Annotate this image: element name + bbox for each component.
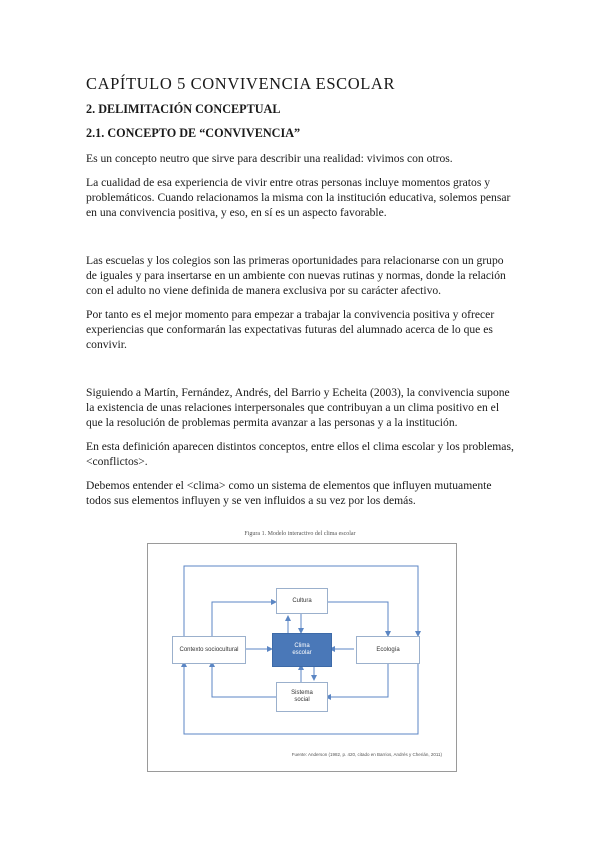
ecologia-label: Ecología bbox=[376, 646, 400, 653]
paragraph: La cualidad de esa experiencia de vivir entre otras personas incluye momentos gratos y problemáticos. Cuando relacionamos la misma con la institución educativa, solemos pensar en una convivencia positiva, y eso, en sí es un aspecto favorable. bbox=[86, 176, 511, 219]
cultura-label: Cultura bbox=[292, 597, 312, 604]
chapter-title: CAPÍTULO 5 CONVIVENCIA ESCOLAR bbox=[86, 74, 396, 93]
sistema-label-line2: social bbox=[294, 697, 310, 703]
paragraph: Por tanto es el mejor momento para empezar a trabajar la convivencia positiva y ofrecer experiencias que conformarán las expectativas futuras del alumnado acerca de lo que es convivir. bbox=[86, 308, 495, 351]
clima-label-line1: Clima bbox=[294, 643, 310, 649]
clima-escolar-box bbox=[272, 633, 332, 667]
inner-loop-arrow bbox=[212, 602, 276, 636]
contexto-label: Contexto sociocultural bbox=[179, 646, 239, 653]
climate-model-figure bbox=[147, 543, 457, 772]
clima-label-line2: escolar bbox=[292, 650, 312, 656]
inner-loop-arrow bbox=[212, 662, 276, 697]
cultura-box bbox=[276, 588, 328, 614]
document-page bbox=[86, 66, 516, 517]
sistema-label-line1: Sistema bbox=[291, 690, 313, 696]
figure-source: Fuente: Anderson (1982, p. 420, citado en Barrios, Andrés y Cherián, 2011) bbox=[291, 752, 442, 757]
paragraph: Siguiendo a Martín, Fernández, Andrés, del Barrio y Echeita (2003), la convivencia supone la existencia de unas relaciones interpersonales que contribuyan a un clima positivo en el que la resolución de problemas permita avanzar a las personas y a la institución. bbox=[86, 386, 510, 429]
contexto-sociocultural-box bbox=[172, 636, 246, 664]
paragraph: Es un concepto neutro que sirve para describir una realidad: vivimos con otros. bbox=[86, 152, 453, 165]
ecologia-box bbox=[356, 636, 420, 664]
figure-caption: Figura 1. Modelo interactivo del clima escolar bbox=[244, 531, 356, 537]
sistema-social-box bbox=[276, 682, 328, 712]
paragraph: Debemos entender el <clima> como un sistema de elementos que influyen mutuamente todos sus elementos influyen y se ven influidos a su vez por los demás. bbox=[86, 479, 492, 507]
inner-loop-arrow bbox=[326, 602, 388, 636]
subsection-title: 2.1. CONCEPTO DE “CONVIVENCIA” bbox=[86, 126, 301, 140]
inner-loop-arrow bbox=[326, 662, 388, 697]
section-title: 2. DELIMITACIÓN CONCEPTUAL bbox=[86, 102, 281, 116]
paragraph: En esta definición aparecen distintos conceptos, entre ellos el clima escolar y los problemas, <conflictos>. bbox=[86, 440, 514, 468]
paragraph: Las escuelas y los colegios son las primeras oportunidades para relacionarse con un grupo de iguales y para insertarse en un ambiente con nuevas rutinas y normas, donde la relación con el adulto no viene definida de manera exclusiva por su carácter afectivo. bbox=[86, 254, 506, 297]
